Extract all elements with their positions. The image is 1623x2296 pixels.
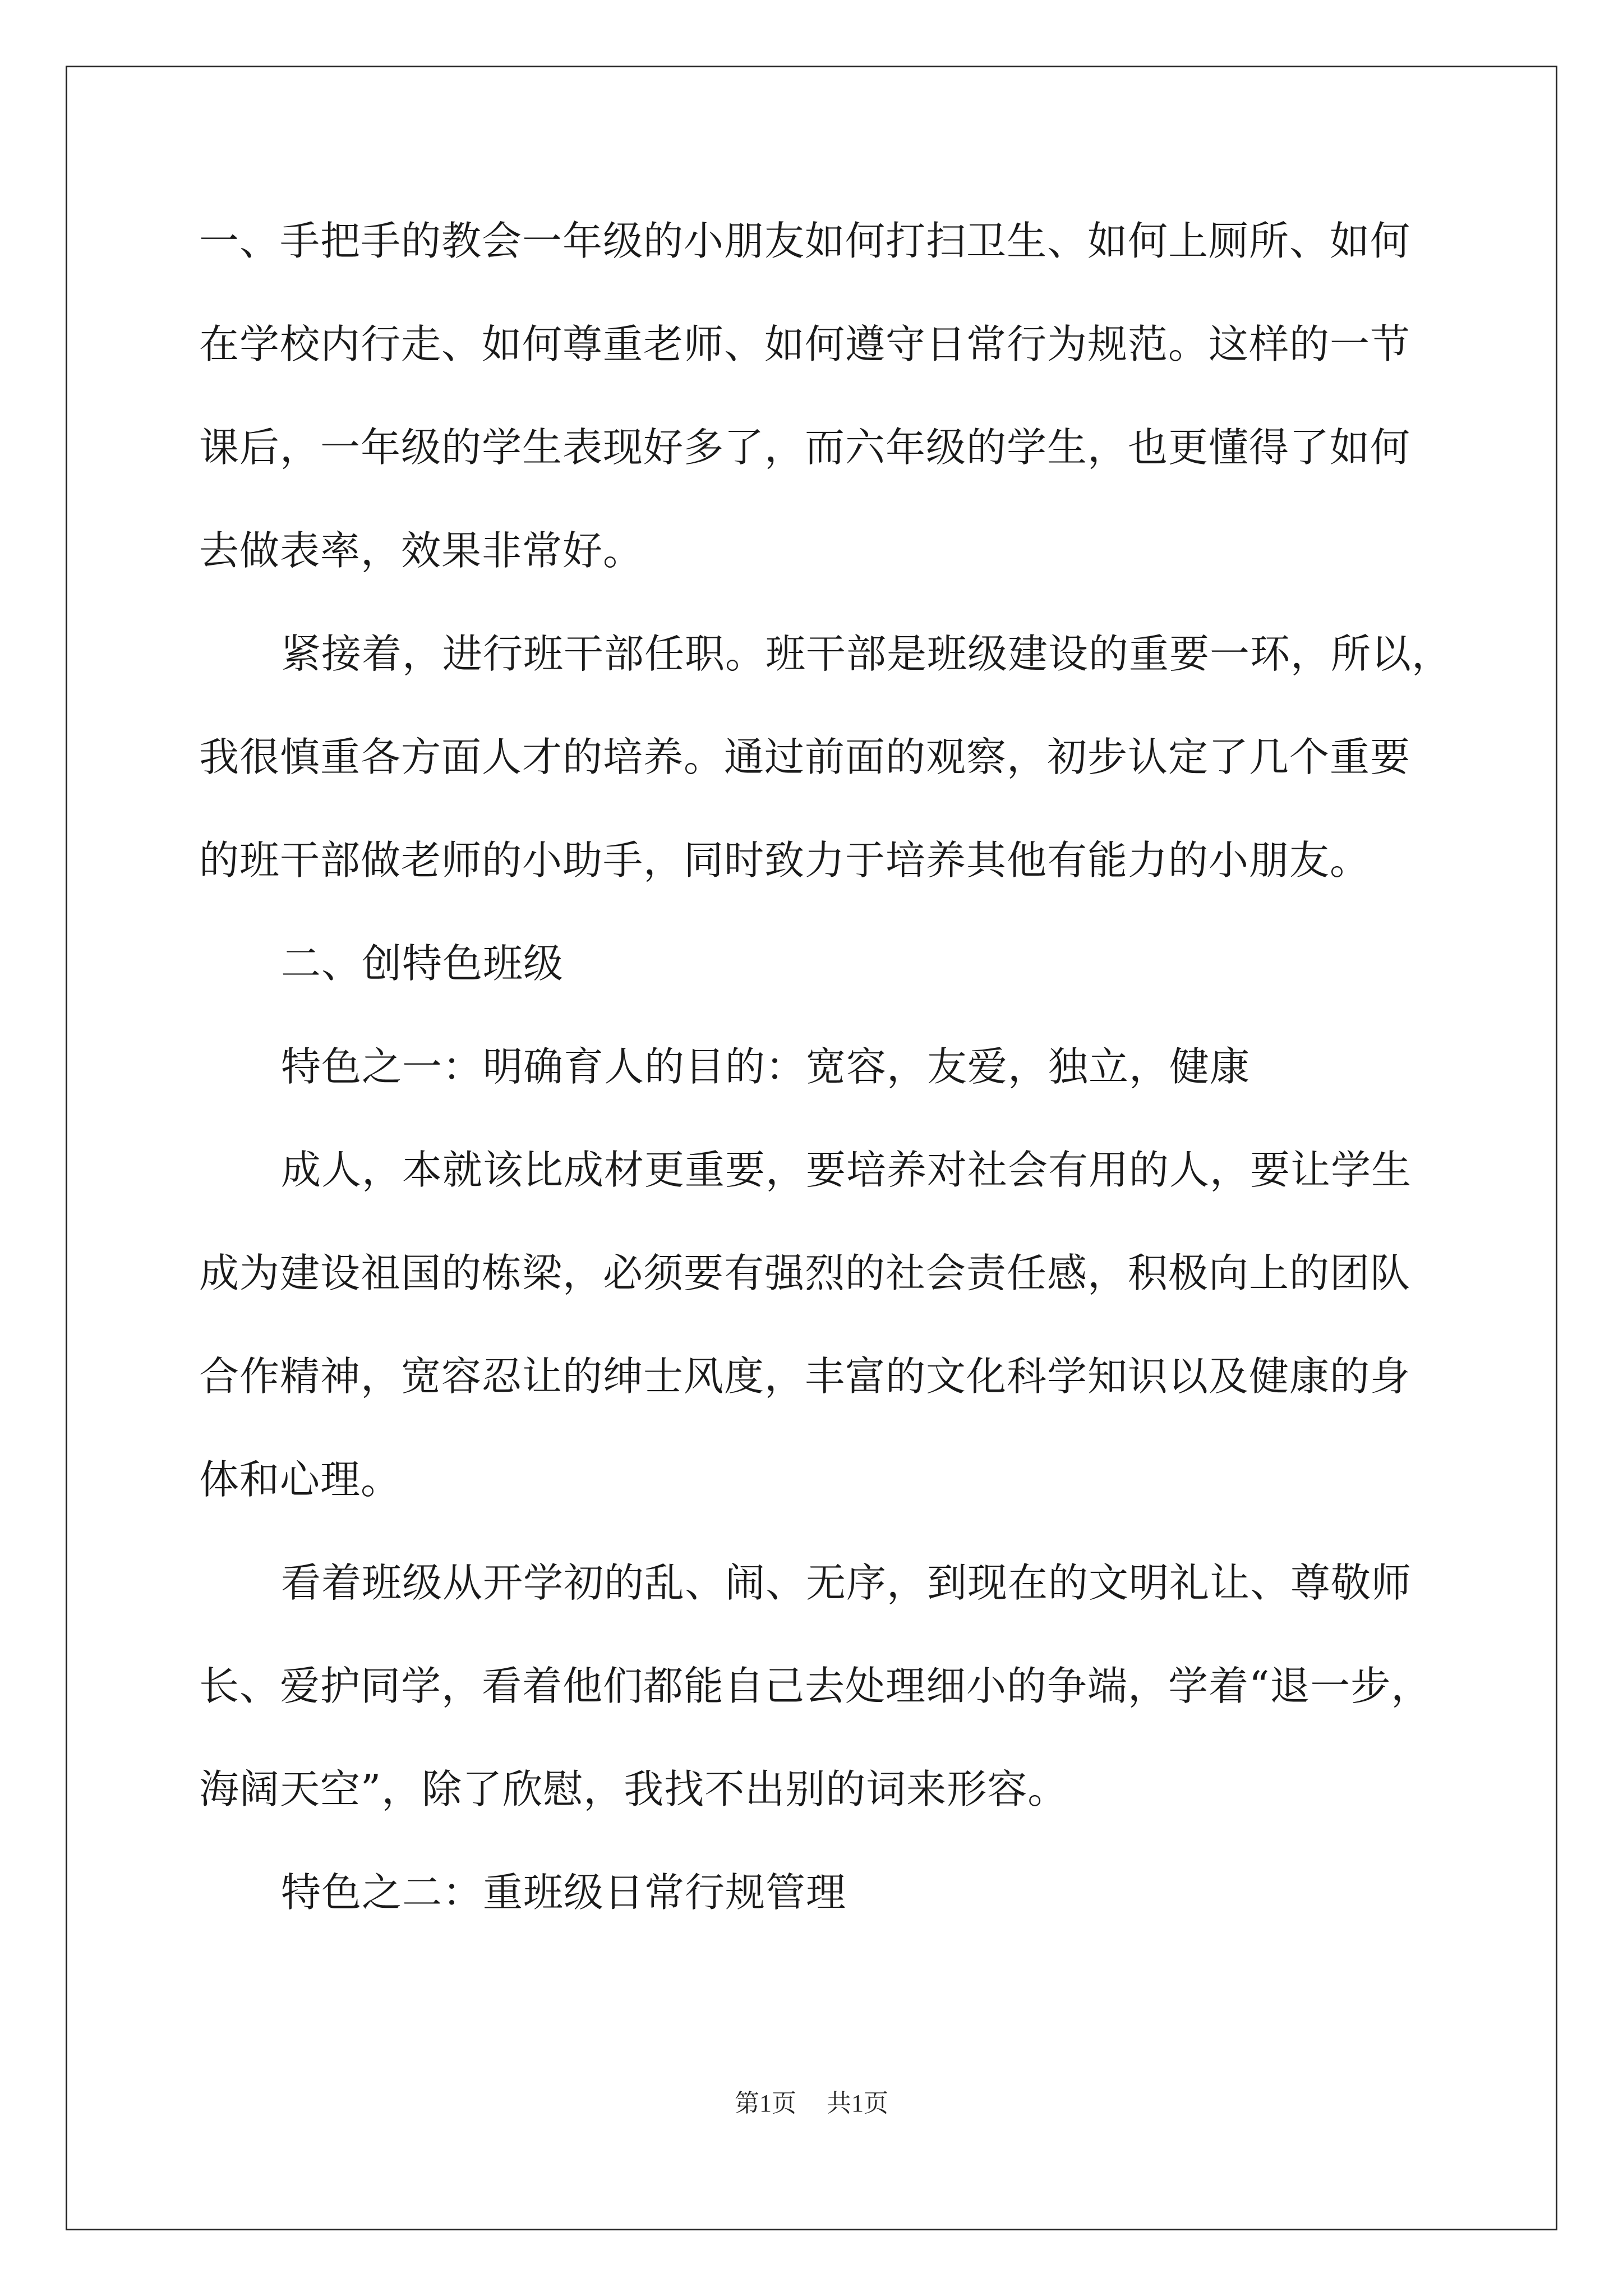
page-total: 共1页 <box>827 2090 888 2117</box>
paragraph-line: 看着班级从开学初的乱、闹、无序，到现在的文明礼让、尊敬师 <box>281 1559 1412 1606</box>
subsection-heading: 特色之一：明确育人的目的：宽容，友爱，独立，健康 <box>281 1043 1251 1090</box>
paragraph-line: 在学校内行走、如何尊重老师、如何遵守日常行为规范。这样的一节 <box>199 321 1411 367</box>
paragraph-line: 体和心理。 <box>199 1456 402 1503</box>
paragraph-line: 的班干部做老师的小助手，同时致力于培养其他有能力的小朋友。 <box>199 837 1371 884</box>
paragraph-line: 成为建设祖国的栋梁，必须要有强烈的社会责任感，积极向上的团队 <box>199 1250 1411 1296</box>
page-footer <box>0 2087 1623 2120</box>
paragraph-line: 海阔天空”，除了欣慰，我找不出别的词来形容。 <box>199 1766 1068 1812</box>
paragraph-line: 一、手把手的教会一年级的小朋友如何打扫卫生、如何上厕所、如何 <box>199 218 1411 264</box>
paragraph-line: 我很慎重各方面人才的培养。通过前面的观察，初步认定了几个重要 <box>199 734 1411 780</box>
subsection-heading: 特色之二：重班级日常行规管理 <box>281 1869 847 1916</box>
paragraph-line: 课后，一年级的学生表现好多了，而六年级的学生，也更懂得了如何 <box>199 424 1411 471</box>
paragraph-line: 合作精神，宽容忍让的绅士风度，丰富的文化科学知识以及健康的身 <box>199 1353 1411 1400</box>
page-number: 第1页 <box>735 2090 796 2117</box>
section-heading: 二、创特色班级 <box>281 940 564 987</box>
paragraph-line: 去做表率，效果非常好。 <box>199 527 644 574</box>
paragraph-line: 成人，本就该比成材更重要，要培养对社会有用的人，要让学生 <box>281 1147 1412 1193</box>
paragraph-line: 长、爱护同学，看着他们都能自己去处理细小的争端，学着“退一步， <box>199 1663 1432 1709</box>
paragraph-line: 紧接着，进行班干部任职。班干部是班级建设的重要一环，所以， <box>281 631 1453 677</box>
